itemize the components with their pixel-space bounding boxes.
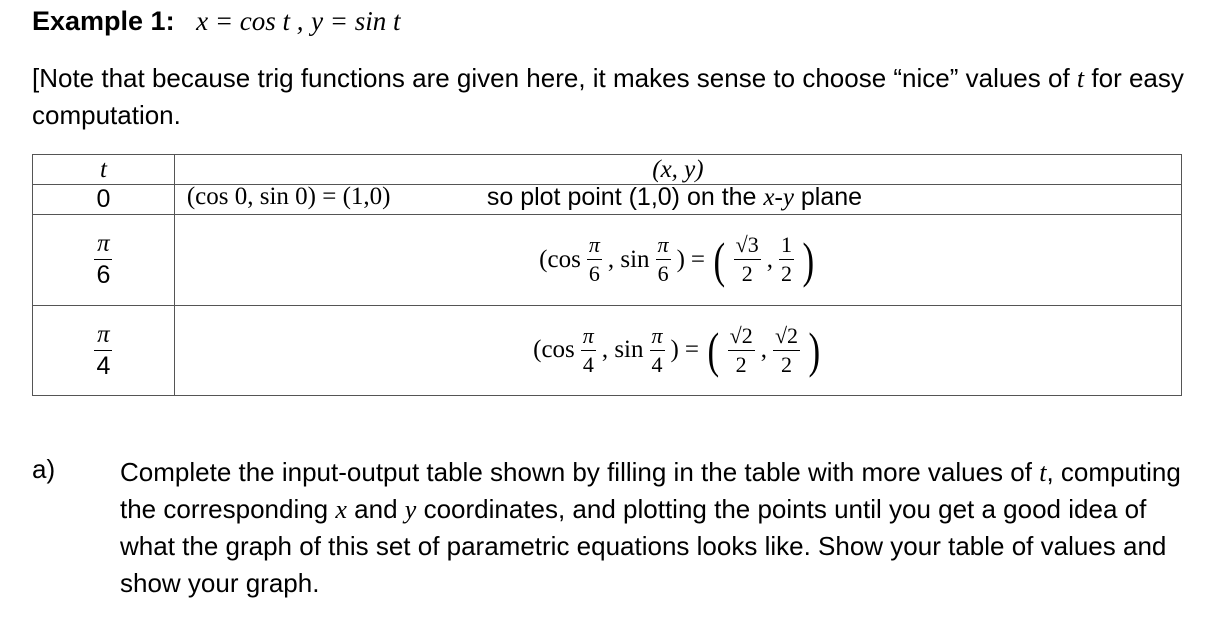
row1-t-fraction — [94, 231, 112, 288]
row2-equals: = — [684, 336, 699, 364]
equation-y: y = sin t — [311, 6, 401, 36]
row2-close: ) — [670, 336, 679, 364]
row1-x-den: 2 — [741, 261, 753, 287]
row2-t-cell — [33, 305, 175, 396]
question-part3: coordinates, and plotting the points until you get a good idea of what the graph of this set of parametric equations looks like. Show your table of values and show your graph. — [120, 494, 1167, 598]
question-and: and — [354, 494, 398, 524]
row1-close: ) — [676, 245, 685, 273]
question-part2: , computing the corresponding — [120, 457, 1181, 524]
row2-cos-den: 4 — [582, 351, 594, 377]
row2-value-cell — [174, 305, 1181, 396]
row2-left-paren: ( — [707, 322, 720, 379]
table-row — [33, 305, 1182, 396]
row2-cos-pi: π — [582, 322, 594, 348]
row1-y-den: 2 — [781, 261, 792, 287]
row1-expression — [175, 231, 1181, 288]
row1-value-cell — [174, 215, 1181, 306]
row1-cos-pi: π — [588, 232, 600, 258]
row0-t-cell — [33, 185, 175, 215]
row2-t-den: 4 — [96, 351, 111, 380]
note-paragraph — [32, 60, 1202, 134]
row1-t-num: π — [97, 230, 110, 258]
row1-comma: , — [766, 245, 773, 273]
row2-y-den: 2 — [781, 351, 792, 377]
question-text — [120, 454, 1200, 602]
row1-sin: , sin — [607, 245, 650, 273]
row1-sin-den: 6 — [657, 261, 669, 287]
row1-cos: (cos — [539, 245, 581, 273]
example-label: Example 1: — [32, 6, 175, 36]
question-var-t: t — [1039, 458, 1047, 487]
input-output-table — [32, 154, 1182, 396]
row1-t-den: 6 — [96, 261, 111, 290]
row0-t: 0 — [96, 185, 111, 213]
row0-instruction-pre: so plot point (1,0) on the — [486, 182, 757, 211]
row2-sin: , sin — [601, 336, 644, 364]
header-xy: (x, y) — [652, 155, 704, 183]
row1-x-num: √3 — [735, 232, 759, 258]
note-text-pre: [Note that because trig functions are given here, it makes sense to choose “nice” values of — [32, 63, 1070, 93]
row2-sin-pi: π — [651, 322, 663, 348]
row0-instruction-post: plane — [800, 182, 863, 211]
row1-cos-den: 6 — [588, 261, 600, 287]
row1-y-num: 1 — [781, 232, 792, 258]
example-heading — [32, 6, 401, 37]
question-label: a) — [32, 454, 56, 484]
row1-sin-pi: π — [657, 232, 669, 258]
row2-y-num: √2 — [774, 322, 799, 348]
header-t: t — [99, 156, 107, 183]
row2-right-paren: ) — [808, 322, 821, 379]
header-t-cell — [33, 155, 175, 185]
row0-instruction — [487, 183, 862, 212]
equation-x: x = cos t , — [196, 6, 304, 36]
note-variable: t — [1076, 64, 1085, 93]
table-row — [33, 215, 1182, 306]
row2-t-fraction — [94, 322, 112, 379]
row2-x-num: √2 — [729, 322, 753, 348]
header-xy-cell — [174, 155, 1181, 185]
row2-cos: (cos — [533, 336, 575, 364]
row1-t-cell — [33, 215, 175, 306]
row2-comma: , — [760, 336, 767, 364]
row1-right-paren: ) — [802, 231, 815, 288]
row0-expression: (cos 0, sin 0) = (1,0) — [186, 182, 391, 210]
question-part1: Complete the input-output table shown by filling in the table with more values of — [120, 457, 1032, 487]
question-var-y: y — [404, 495, 417, 524]
table-row — [33, 185, 1182, 215]
row2-t-num: π — [97, 320, 110, 348]
row2-x-den: 2 — [735, 351, 747, 377]
row0-value-cell — [174, 182, 1181, 215]
row2-sin-den: 4 — [651, 351, 663, 377]
table-header-row — [33, 155, 1182, 185]
row1-equals: = — [690, 245, 706, 273]
note-text-post: for easy computation. — [32, 63, 1184, 130]
row2-expression — [175, 322, 1181, 379]
question-var-x: x — [335, 495, 347, 524]
row0-instruction-var: x-y — [763, 183, 794, 211]
row1-left-paren: ( — [713, 231, 726, 288]
